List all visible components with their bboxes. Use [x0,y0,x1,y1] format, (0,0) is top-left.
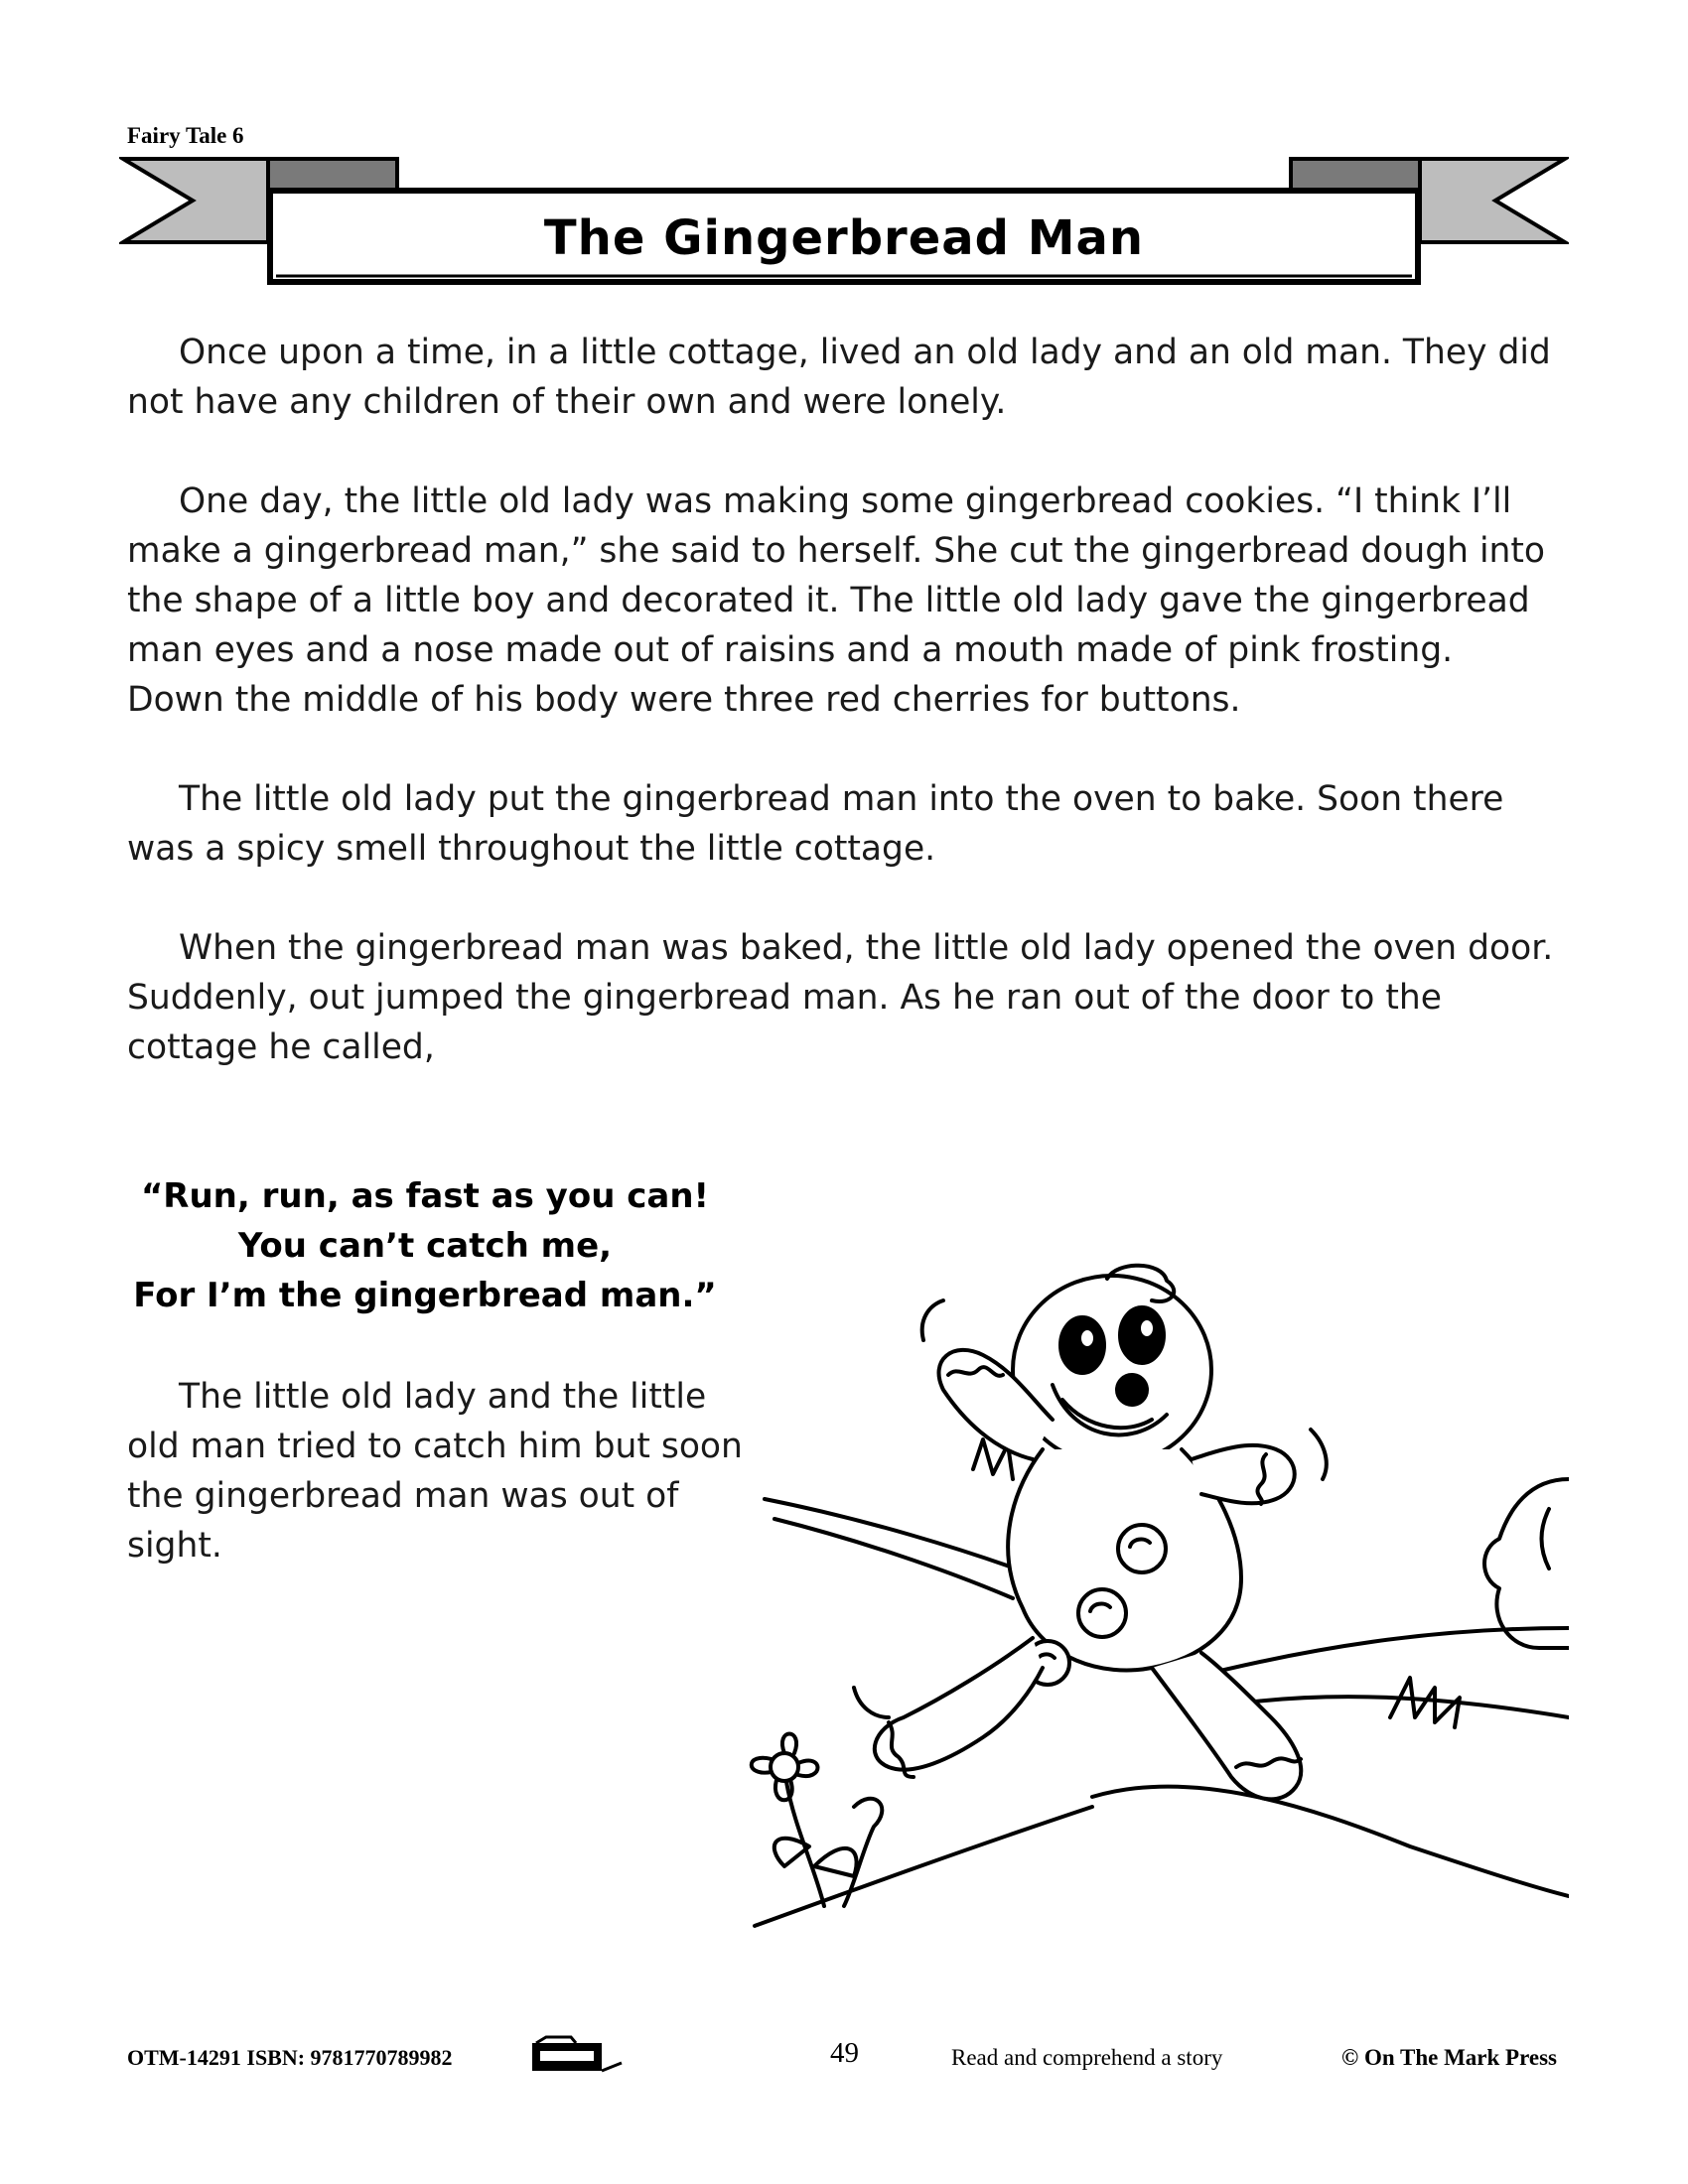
product-code: OTM-14291 ISBN: 9781770789982 [127,2045,453,2070]
page-number: 49 [830,2037,859,2069]
chant-line: You can’t catch me, [237,1226,613,1266]
file-folder-icon [526,2035,626,2075]
story-paragraph: Once upon a time, in a little cottage, lived an old lady and an old man. They did not have any children of their own and were lonely. [127,333,1551,422]
page-title: The Gingerbread Man [543,210,1145,266]
story-paragraph: One day, the little old lady was making some gingerbread cookies. “I think I’ll make a gingerbread man,” she said to herself. She cut the gingerbread dough into the shape of a little boy and decorated it. The little old lady gave the gingerbread man eyes and a nose made out of raisins and a mouth made of pink frosting. Down the middle of his body were three red cherries for buttons. [127,481,1546,720]
page-footer [127,2035,1557,2075]
story-body [127,328,1557,1122]
chant-line: “Run, run, as fast as you can! [140,1176,710,1216]
page-subject: Read and comprehend a story [951,2045,1223,2070]
series-label: Fairy Tale 6 [127,123,244,148]
story-paragraph: When the gingerbread man was baked, the little old lady opened the oven door. Suddenly, out jumped the gingerbread man. As he ran out of the door to the cottage he called, [127,928,1554,1067]
story-paragraph: The little old lady and the little old man tried to catch him but soon the gingerbread man was out of sight. [127,1377,743,1566]
story-paragraph: The little old lady put the gingerbread man into the oven to bake. Soon there was a spicy smell throughout the little cottage. [127,779,1504,869]
copyright-notice: © On The Mark Press [1341,2045,1557,2070]
story-closing [127,1372,763,1570]
chant-line: For I’m the gingerbread man.” [133,1276,717,1315]
gingerbread-man-running-illustration [715,1251,1569,1946]
chant-verse [127,1171,723,1320]
